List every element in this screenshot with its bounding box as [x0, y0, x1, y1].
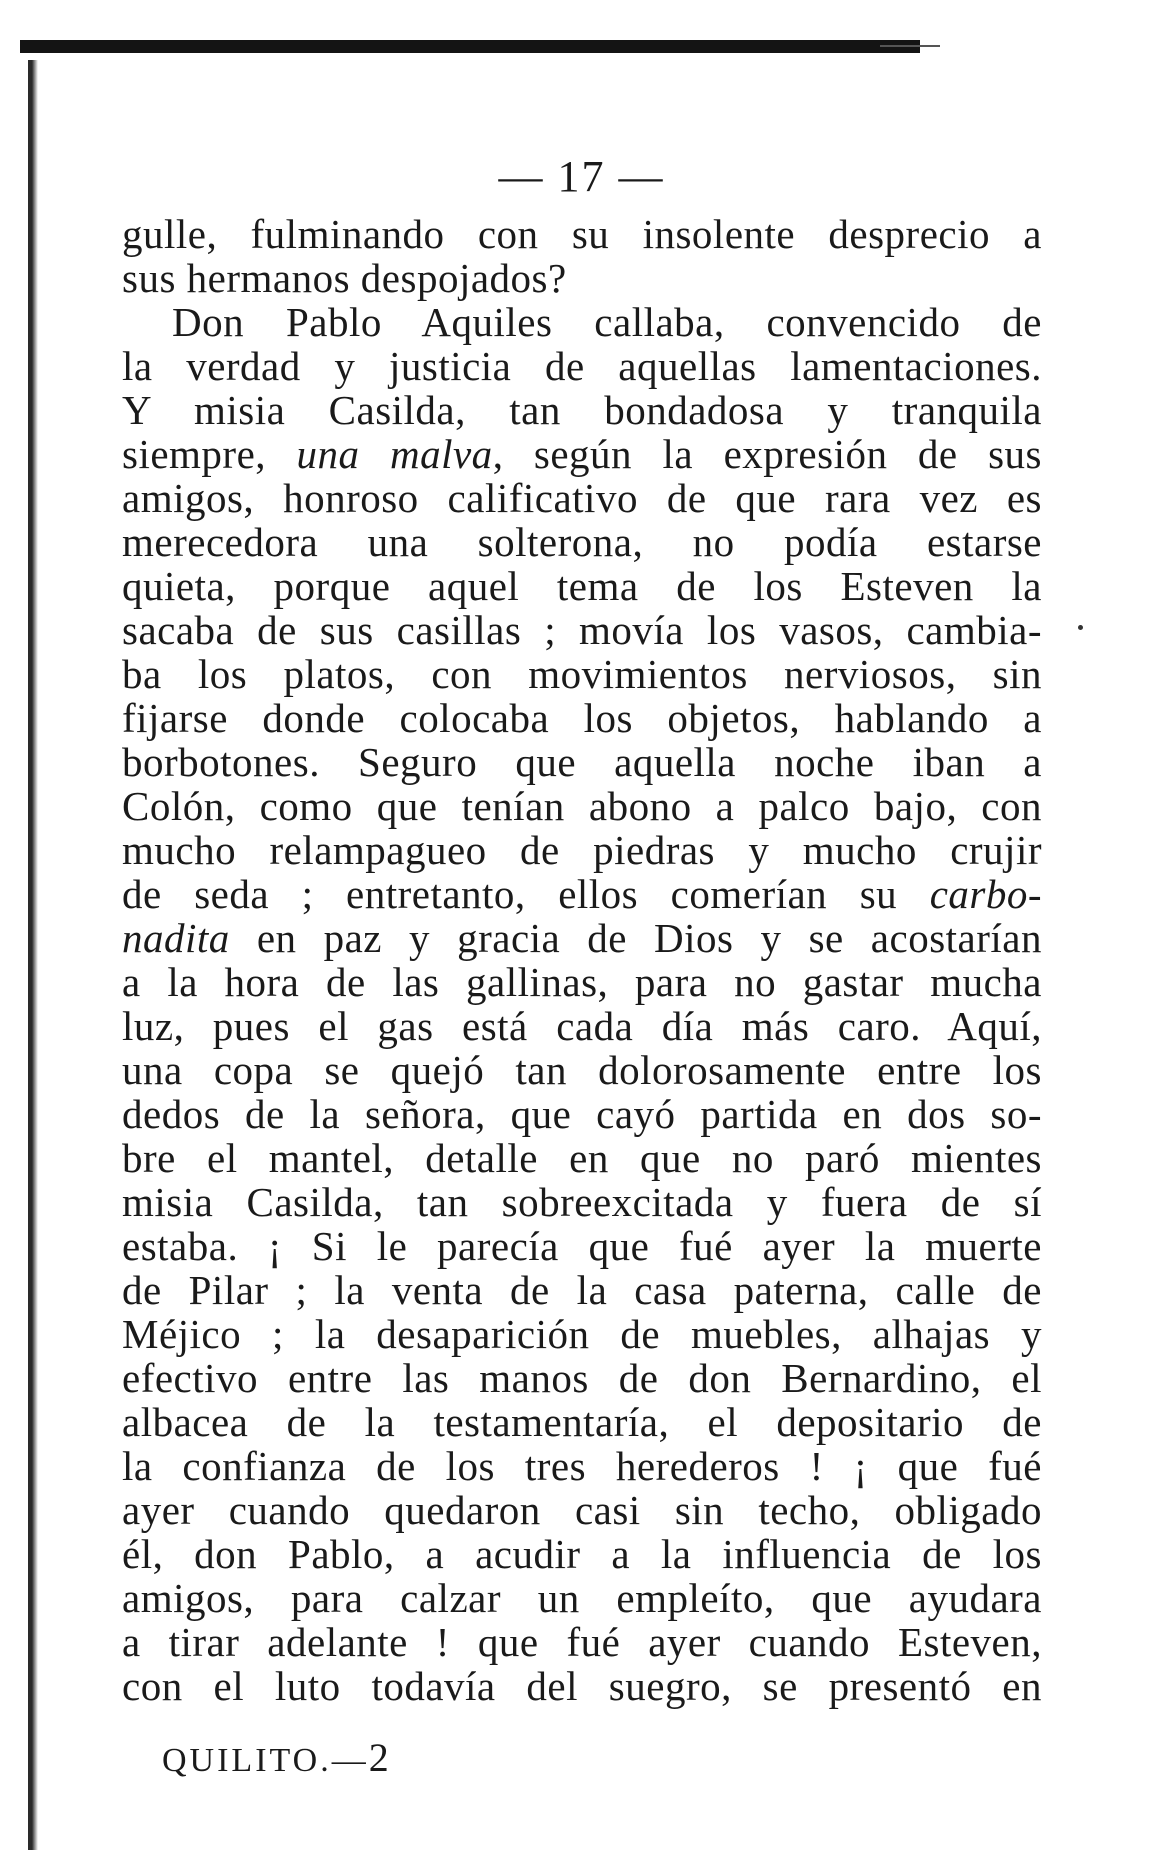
- text-run: sus hermanos despojados?: [122, 255, 567, 301]
- text-line: [122, 1092, 1042, 1136]
- text-run: sacaba de sus casillas ; movía los vasos, cambia-: [122, 607, 1042, 653]
- text-line: [122, 872, 1042, 916]
- text-line: [122, 1664, 1042, 1708]
- text-line: [122, 1224, 1042, 1268]
- text-run: Don Pablo Aquiles callaba, convencido de: [172, 299, 1042, 345]
- text-run: fijarse donde colocaba los objetos, hablando a: [122, 695, 1042, 741]
- italic-phrase: carbo-: [929, 871, 1042, 917]
- binding-edge: [28, 60, 38, 1850]
- text-line: [122, 1400, 1042, 1444]
- text-line: [122, 256, 1042, 300]
- text-run: la verdad y justicia de aquellas lamentaciones.: [122, 343, 1042, 389]
- text-run: a la hora de las gallinas, para no gastar mucha: [122, 959, 1042, 1005]
- text-line: [122, 388, 1042, 432]
- text-line: [122, 1532, 1042, 1576]
- text-line: [122, 1004, 1042, 1048]
- text-run: gulle, fulminando con su insolente desprecio a: [122, 211, 1042, 257]
- text-run: merecedora una solterona, no podía estarse: [122, 519, 1042, 565]
- text-run: dedos de la señora, que cayó partida en dos so-: [122, 1091, 1042, 1137]
- text-run: ba los platos, con movimientos nerviosos, sin: [122, 651, 1042, 697]
- printer-signature: [162, 1735, 389, 1781]
- top-rule-tail: [880, 45, 940, 47]
- text-run: bre el mantel, detalle en que no paró mientes: [122, 1135, 1042, 1181]
- page-number: — 17 —: [498, 152, 665, 201]
- text-line: [122, 1356, 1042, 1400]
- text-line: [122, 1488, 1042, 1532]
- text-line: [122, 432, 1042, 476]
- text-run: de seda ; entretanto, ellos comerían su: [122, 871, 930, 917]
- text-run: de Pilar ; la venta de la casa paterna, calle de: [122, 1267, 1042, 1313]
- text-run: quieta, porque aquel tema de los Esteven la: [122, 563, 1042, 609]
- text-line: [122, 960, 1042, 1004]
- text-line: [122, 1576, 1042, 1620]
- text-run: una copa se quejó tan dolorosamente entre los: [122, 1047, 1042, 1093]
- text-run: estaba. ¡ Si le parecía que fué ayer la muerte: [122, 1223, 1042, 1269]
- text-run: con el luto todavía del suegro, se presentó en: [122, 1663, 1042, 1709]
- text-run: a tirar adelante ! que fué ayer cuando Esteven,: [122, 1619, 1042, 1665]
- text-line: [122, 1312, 1042, 1356]
- signature-number: 2: [368, 1735, 389, 1780]
- text-line: [122, 520, 1042, 564]
- text-line: [122, 740, 1042, 784]
- text-line: [122, 652, 1042, 696]
- stray-ink-mark: [1078, 625, 1083, 630]
- text-run: misia Casilda, tan sobreexcitada y fuera de sí: [122, 1179, 1042, 1225]
- text-run: la confianza de los tres herederos ! ¡ que fué: [122, 1443, 1042, 1489]
- signature-label: QUILITO.—: [162, 1742, 369, 1779]
- text-run: ayer cuando quedaron casi sin techo, obligado: [122, 1487, 1042, 1533]
- text-line: [122, 608, 1042, 652]
- text-line: [122, 1268, 1042, 1312]
- text-line: [122, 300, 1042, 344]
- text-run: siempre,: [122, 431, 297, 477]
- text-line: [122, 564, 1042, 608]
- text-line: [122, 828, 1042, 872]
- italic-phrase: una malva: [296, 431, 493, 477]
- text-line: [122, 916, 1042, 960]
- text-run: amigos, honroso calificativo de que rara vez es: [122, 475, 1042, 521]
- text-run: él, don Pablo, a acudir a la influencia de los: [122, 1531, 1042, 1577]
- text-line: [122, 696, 1042, 740]
- text-line: [122, 344, 1042, 388]
- text-line: [122, 1048, 1042, 1092]
- text-line: [122, 1136, 1042, 1180]
- text-run: en paz y gracia de Dios y se acostarían: [229, 915, 1042, 961]
- text-run: luz, pues el gas está cada día más caro. Aquí,: [122, 1003, 1042, 1049]
- text-run: borbotones. Seguro que aquella noche iban a: [122, 739, 1042, 785]
- text-line: [122, 1180, 1042, 1224]
- text-line: [122, 1444, 1042, 1488]
- italic-phrase: nadita: [122, 915, 230, 961]
- text-run: , según la expresión de sus: [492, 431, 1043, 477]
- text-line: [122, 784, 1042, 828]
- text-run: Colón, como que tenían abono a palco bajo, con: [122, 783, 1042, 829]
- text-run: Y misia Casilda, tan bondadosa y tranquila: [122, 387, 1042, 433]
- text-run: Méjico ; la desaparición de muebles, alhajas y: [122, 1311, 1042, 1357]
- top-rule: [20, 40, 920, 53]
- text-line: [122, 212, 1042, 256]
- text-run: mucho relampagueo de piedras y mucho crujir: [122, 827, 1042, 873]
- text-line: [122, 1620, 1042, 1664]
- text-run: amigos, para calzar un empleíto, que ayudara: [122, 1575, 1042, 1621]
- text-line: [122, 476, 1042, 520]
- body-text: [122, 212, 1042, 1708]
- text-run: albacea de la testamentaría, el depositario de: [122, 1399, 1042, 1445]
- text-run: efectivo entre las manos de don Bernardino, el: [122, 1355, 1042, 1401]
